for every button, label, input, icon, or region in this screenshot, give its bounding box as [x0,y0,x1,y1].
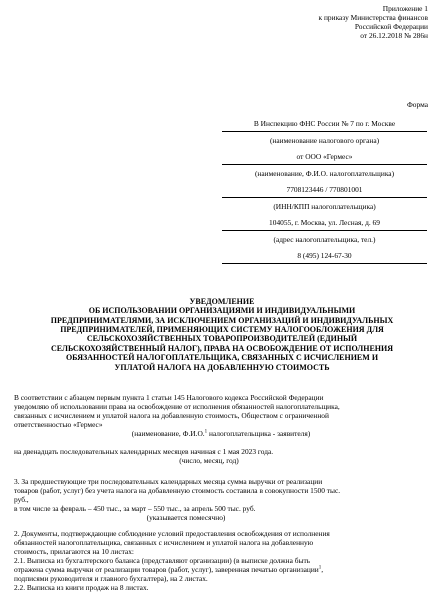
footnote-marker: 1 [204,429,208,435]
documents-line-part: , [321,565,324,575]
tax-authority-value: В Инспекцию ФНС России № 7 по г. Москве [253,119,396,128]
appendix-line: Приложение 1 [382,4,428,13]
intro-caption [14,429,428,438]
form-label: Форма [406,100,428,109]
period-caption: (число, месяц, год) [179,456,239,466]
appendix-line: от 26.12.2018 № 286н [360,31,428,41]
recipient-block [222,119,427,264]
title-line: ПРЕДПРИНИМАТЕЛЕЙ, ПРИМЕНЯЮЩИХ СИСТЕМУ НАЛОГООБЛОЖЕНИЯ ДЛЯ [60,325,384,335]
documents-line: обязанностей налогоплательщика, связанных с исчислением и уплатой налога на добавленную [14,538,314,548]
taxpayer-name-value: от ООО «Гермес» [296,152,353,161]
revenue-line: руб., [14,495,29,505]
intro-line: ответственностью «Гермес» [14,420,103,430]
title-line: СЕЛЬСКОХОЗЯЙСТВЕННЫЙ НАЛОГ), ПРАВА НА ОСВОБОЖДЕНИЕ ОТ ИСПОЛНЕНИЯ [50,343,394,353]
divider [222,197,427,198]
intro-line: уведомляю об использовании права на освобождение от исполнения обязанностей налогоплательщика, [14,402,340,412]
revenue-line: товаров (работ, услуг) без учета налога на добавленную стоимость составила в совокупности 1500 тыс. [14,486,341,496]
document-title [20,297,424,372]
revenue-caption: (указывается помесячно) [146,513,226,523]
intro-caption-part: налогоплательщика - заявителя) [207,429,311,439]
title-line: УВЕДОМЛЕНИЕ [189,297,255,306]
title-line: СЕЛЬСКОХОЗЯЙСТВЕННЫХ ТОВАРОПРОИЗВОДИТЕЛЕЙ (ЕДИНЫЙ [86,334,358,344]
revenue-line: 3. За предшествующие три последовательных календарных месяца сумма выручки от реализации [14,477,323,486]
title-line: ОБ ИСПОЛЬЗОВАНИИ ОРГАНИЗАЦИЯМИ И ИНДИВИДУАЛЬНЫМИ [88,306,356,316]
inn-kpp-value: 7708123446 / 770801001 [286,185,363,194]
revenue-paragraph [14,477,428,522]
title-line: ПРЕДПРИНИМАТЕЛЯМИ, ЗА ИСКЛЮЧЕНИЕМ ОРГАНИЗАЦИЙ И ИНДИВИДУАЛЬНЫХ [50,315,394,325]
documents-line [14,565,428,574]
phone-value: 8 (495) 124-67-30 [297,251,352,260]
inn-kpp-caption: (ИНН/КПП налогоплательщика) [273,202,376,211]
intro-caption-part: (наименование, Ф.И.О. [131,429,205,439]
documents-paragraph [14,529,428,592]
address-value: 104055, г. Москва, ул. Лесная, д. 69 [269,218,380,227]
appendix-line: Российской Федерации [354,22,428,32]
intro-line: В соответствии с абзацем первым пункта 1 статьи 145 Налогового кодекса Российской Федерации [14,393,324,402]
documents-line: 2.2. Выписка из книги продаж на 8 листах. [14,583,149,593]
period-paragraph [14,447,428,465]
divider [222,131,427,132]
tax-authority-caption: (наименование налогового органа) [269,136,380,145]
documents-line-part: отражена сумма выручки от реализации товаров (работ, услуг), заверенная печатью организации [14,565,319,575]
documents-line: стоимость, прилагаются на 10 листах: [14,547,134,557]
divider [222,230,427,231]
documents-line: подписями руководителя и главного бухгалтера), на 2 листах. [14,574,208,584]
footnote-marker: 1 [318,565,322,571]
appendix-line: к приказу Министерства финансов [318,13,428,23]
intro-paragraph [14,393,428,438]
documents-line: 2.1. Выписка из бухгалтерского баланса (представляют организации) (в выписке должна быть [14,556,311,566]
taxpayer-name-caption: (наименование, Ф.И.О. налогоплательщика) [254,169,395,178]
divider [222,263,427,264]
divider [222,164,427,165]
title-line: УПЛАТОЙ НАЛОГА НА ДОБАВЛЕННУЮ СТОИМОСТЬ [114,362,330,372]
title-line: ОБЯЗАННОСТЕЙ НАЛОГОПЛАТЕЛЬЩИКА, СВЯЗАННЫХ С ИСЧИСЛЕНИЕМ И [65,353,379,363]
appendix-header [238,4,428,40]
period-line: на двенадцать последовательных календарных месяцев начиная с 1 мая 2023 года. [14,447,274,456]
intro-line: связанных с исчислением и уплатой налога на добавленную стоимость, Обществом с ограниченной [14,411,329,421]
revenue-line: в том числе за февраль – 450 тыс., за март – 550 тыс., за апрель 500 тыс. руб. [14,504,256,514]
documents-line: 2. Документы, подтверждающие соблюдение условий предоставления освобождения от исполнения [14,529,330,538]
address-caption: (адрес налогоплательщика, тел.) [273,235,376,244]
